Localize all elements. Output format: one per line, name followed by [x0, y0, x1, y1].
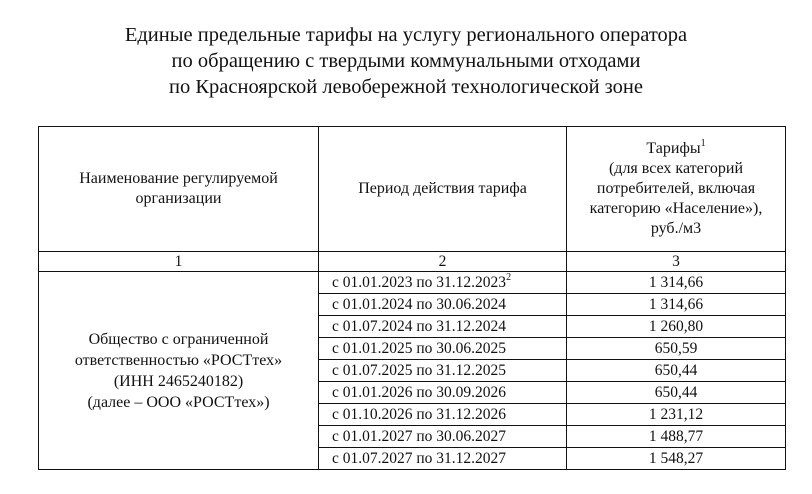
organization-line-2: ответственностью «РОСТтех» — [74, 351, 283, 369]
period-cell: с 01.07.2027 по 31.12.2027 — [319, 448, 567, 470]
period-cell: с 01.07.2025 по 31.12.2025 — [319, 360, 567, 382]
tariff-cell: 1 314,66 — [567, 294, 786, 316]
tariff-cell: 1 488,77 — [567, 426, 786, 448]
organization-cell — [39, 272, 319, 470]
organization-line-3: (ИНН 2465240182) — [113, 372, 244, 390]
tariff-cell: 1 260,80 — [567, 316, 786, 338]
header-tariffs-line-2: потребителей, включая — [596, 180, 756, 197]
organization-line-4: (далее – ООО «РОСТтех») — [87, 393, 270, 411]
column-number: 2 — [319, 252, 567, 272]
period-cell: с 01.01.2026 по 30.09.2026 — [319, 382, 567, 404]
organization-line-1: Общество с ограниченной — [88, 330, 269, 348]
header-tariffs-line-3: категорию «Население»), — [589, 200, 763, 217]
period-cell: с 01.10.2026 по 31.12.2026 — [319, 404, 567, 426]
title-line-1: Единые предельные тарифы на услугу регионального оператора — [124, 24, 688, 46]
column-number: 1 — [39, 252, 319, 272]
period-text: с 01.01.2023 по 31.12.2023 — [332, 273, 507, 291]
header-tariffs-title — [567, 139, 785, 159]
column-number-row — [39, 252, 786, 272]
table-row — [39, 272, 786, 294]
footnote-marker-1: 1 — [700, 138, 706, 149]
tariff-cell: 650,44 — [567, 382, 786, 404]
header-organization — [39, 127, 319, 252]
tariff-cell: 1 314,66 — [567, 272, 786, 294]
footnote-marker-2: 2 — [506, 271, 512, 283]
period-cell: с 01.01.2027 по 30.06.2027 — [319, 426, 567, 448]
header-period: Период действия тарифа — [319, 127, 567, 252]
header-tariffs-label: Тарифы — [646, 140, 701, 157]
period-cell — [319, 272, 567, 294]
tariff-cell: 650,59 — [567, 338, 786, 360]
header-row — [39, 127, 786, 252]
header-tariffs — [567, 127, 786, 252]
header-tariffs-line-1: (для всех категорий — [608, 160, 744, 177]
title-line-3: по Красноярской левобережной технологической зоне — [169, 76, 643, 98]
tariff-cell: 650,44 — [567, 360, 786, 382]
document-title — [0, 22, 812, 100]
title-line-2: по обращению с твердыми коммунальными отходами — [171, 50, 641, 72]
tariff-table — [38, 126, 786, 470]
header-tariffs-line-4: руб./м3 — [650, 220, 702, 237]
period-cell: с 01.07.2024 по 31.12.2024 — [319, 316, 567, 338]
header-organization-text: Наименование регулируемой организации — [79, 170, 278, 207]
period-cell: с 01.01.2024 по 30.06.2024 — [319, 294, 567, 316]
tariff-cell: 1 231,12 — [567, 404, 786, 426]
period-cell: с 01.01.2025 по 30.06.2025 — [319, 338, 567, 360]
tariff-cell: 1 548,27 — [567, 448, 786, 470]
column-number: 3 — [567, 252, 786, 272]
